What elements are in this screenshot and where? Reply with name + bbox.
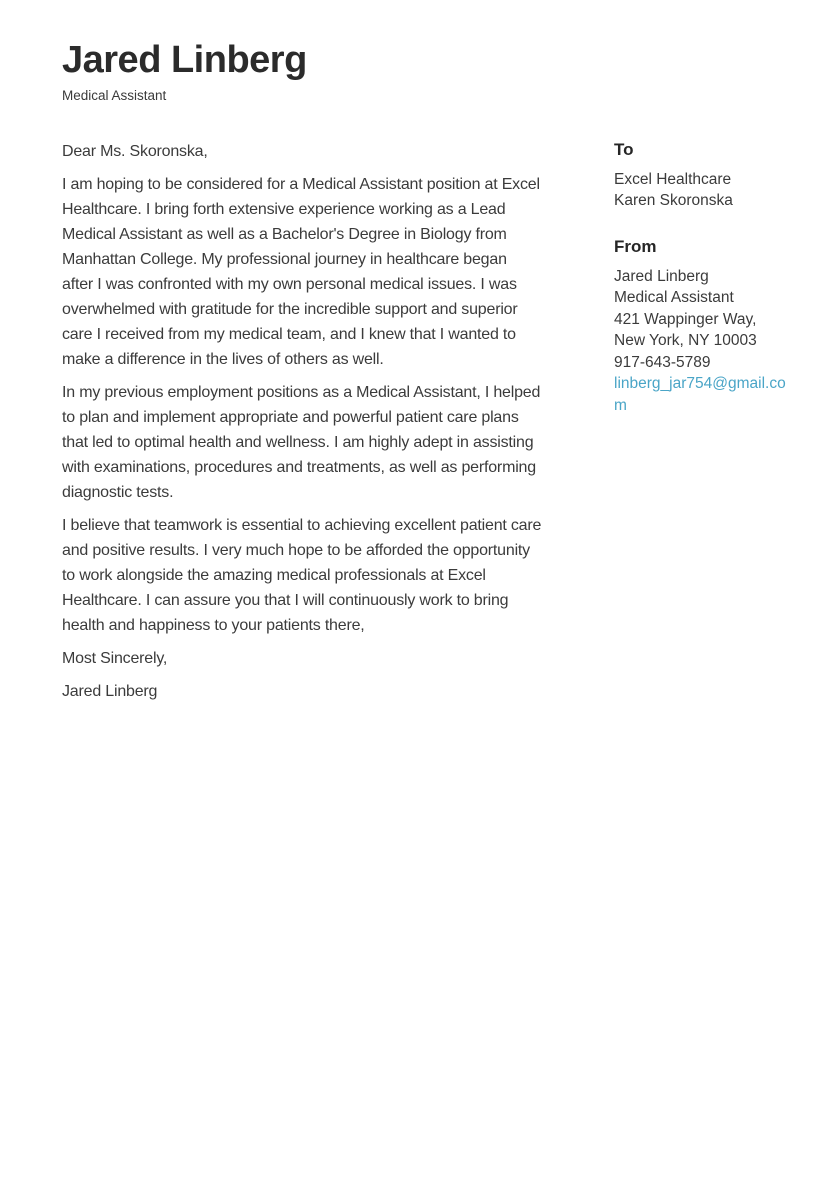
- sender-address: 421 Wappinger Way, New York, NY 10003: [614, 310, 757, 350]
- signature-name: Jared Linberg: [62, 682, 158, 700]
- from-heading: From: [614, 236, 657, 256]
- salutation: Dear Ms. Skoronska,: [62, 142, 208, 160]
- candidate-name: Jared Linberg: [62, 39, 307, 81]
- sender-email-link[interactable]: linberg_jar754@gmail.com: [614, 375, 786, 414]
- letter-header: [62, 40, 790, 103]
- to-section: [614, 139, 790, 212]
- letter-paragraph-2: In my previous employment positions as a Medical Assistant, I helped to plan and implement appropriate and powerful patient care plans that led to optimal health and wellness. I am highly adept in assisting with examinations, procedures and treatments, as well as performing diagnostic tests.: [62, 383, 541, 501]
- recipient-company: Excel Healthcare: [614, 170, 732, 188]
- letter-columns: [62, 139, 790, 712]
- from-section: [614, 236, 790, 417]
- sender-phone: 917-643-5789: [614, 353, 711, 371]
- letter-body: [62, 139, 542, 712]
- to-heading: To: [614, 139, 634, 159]
- letter-paragraph-3: I believe that teamwork is essential to achieving excellent patient care and positive results. I very much hope to be afforded the opportunity to work alongside the amazing medical professionals at Excel Healthcare. I can assure you that I will continuously work to bring health and happiness to your patients there,: [62, 516, 542, 634]
- candidate-job-title: Medical Assistant: [62, 87, 167, 103]
- column-gap: [542, 139, 614, 712]
- recipient-name: Karen Skoronska: [614, 192, 733, 210]
- sender-job-title: Medical Assistant: [614, 289, 734, 307]
- closing-line: Most Sincerely,: [62, 649, 168, 667]
- contact-sidebar: [614, 139, 790, 712]
- letter-paragraph-1: I am hoping to be considered for a Medical Assistant position at Excel Healthcare. I bring forth extensive experience working as a Lead Medical Assistant as well as a Bachelor's Degree in Biology from Manhattan College. My professional journey in healthcare began after I was confronted with my own personal medical issues. I was overwhelmed with gratitude for the incredible support and superior care I received from my medical team, and I knew that I wanted to make a difference in the lives of others as well.: [62, 175, 540, 368]
- sender-name: Jared Linberg: [614, 267, 709, 285]
